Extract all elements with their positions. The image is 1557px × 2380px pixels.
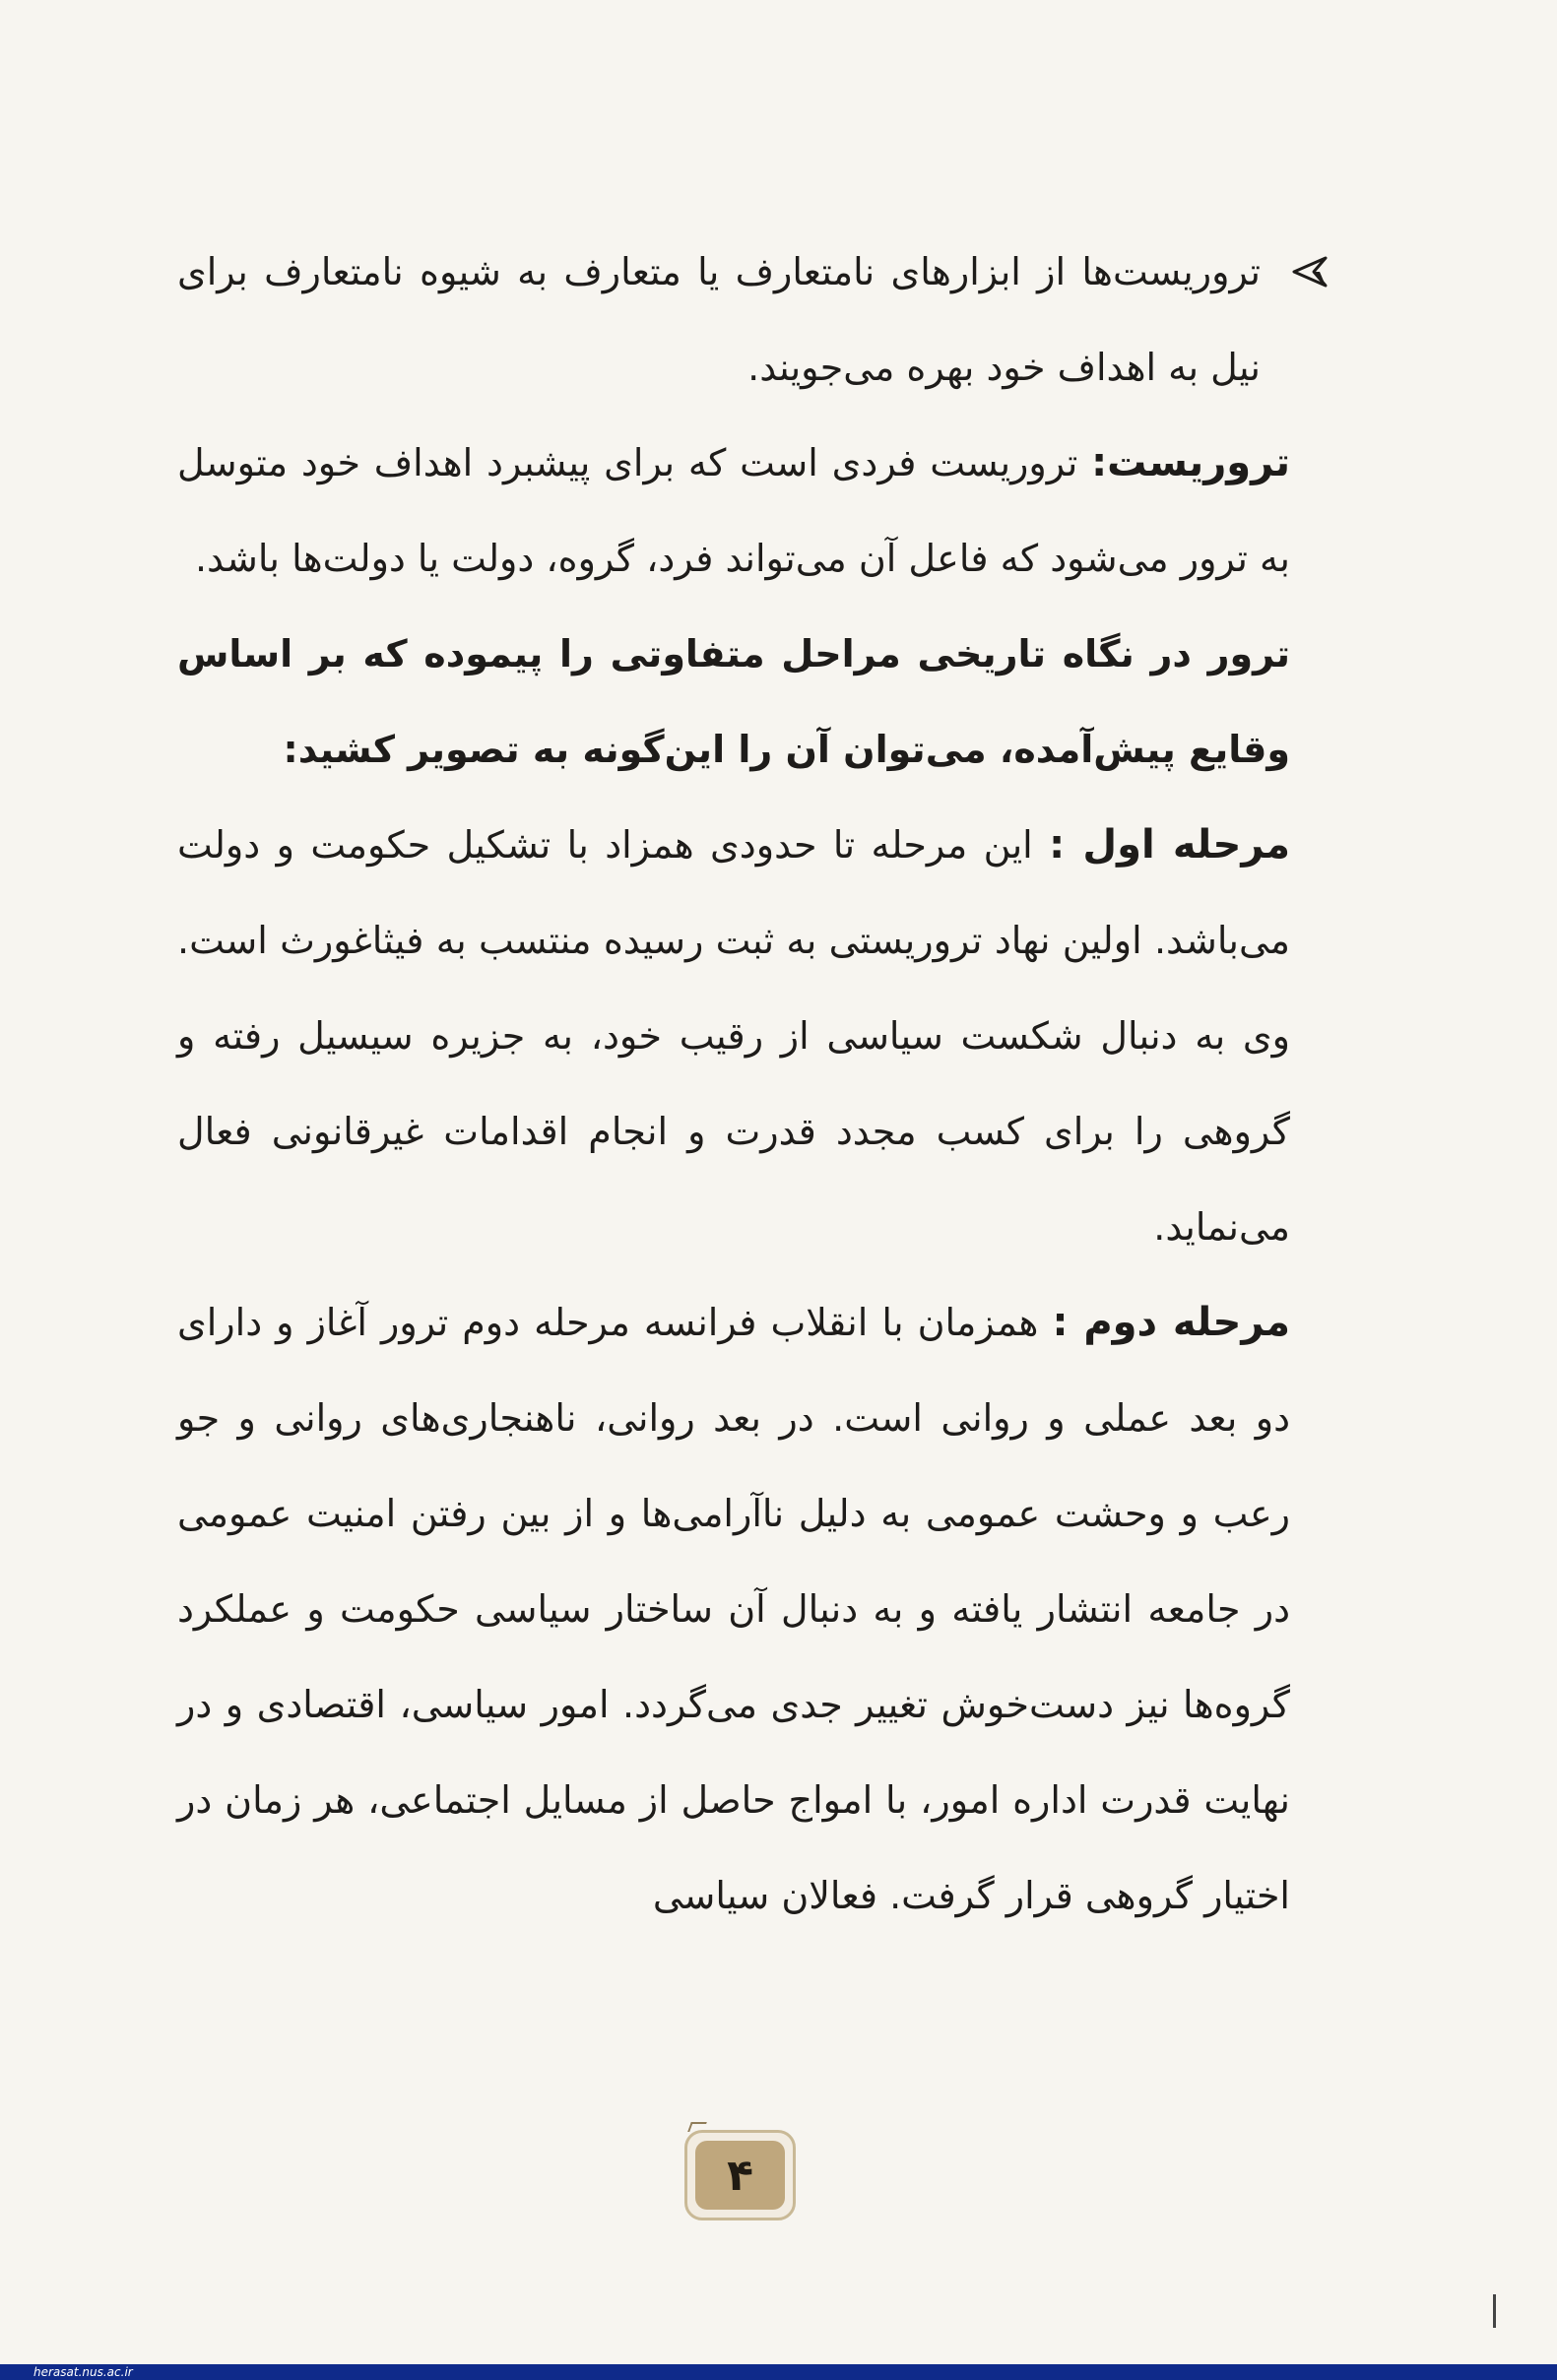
stage-two-text: همزمان با انقلاب فرانسه مرحله دوم ترور آغاز و دارای دو بعد عملی و روانی است. در بعد روانی، ناهنجاری‌های روانی و جو رعب و وحشت عمومی به دلیل ناآرامی‌ها و از بین رفتن امنیت عمومی در جامعه انتشار یافته و به دنبال آن ساختار سیاسی حکومت و عملکرد گروه‌ها نیز دست‌خوش تغییر جدی می‌گردد. امور سیاسی، اقتصادی و در نهایت قدرت اداره امور، با امواج حاصل از مسایل اجتماعی، هر زمان در اختیار گروهی قرار گرفت. فعالان سیاسی [177,1301,1290,1917]
bullet-paragraph [177,225,1339,416]
definition-term: تروریست: [1091,440,1290,485]
footer-bar [0,2364,1557,2380]
page-number-badge [684,2130,796,2220]
stage-two-title: مرحله دوم : [1052,1300,1290,1345]
bullet-text: تروریست‌ها از ابزارهای نامتعارف یا متعارف به شیوه نامتعارف برای نیل به اهداف خود بهره می‌جویند. [177,250,1261,389]
page-edge-mark [1493,2294,1496,2328]
arrowhead-bullet-icon [1290,252,1330,291]
definition-paragraph [177,416,1339,607]
stage-one-paragraph [177,798,1339,1275]
body-text [177,225,1339,1944]
page-number: ۴ [695,2141,785,2210]
stage-two-paragraph [177,1275,1339,1944]
intro-paragraph: ترور در نگاه تاریخی مراحل متفاوتی را پیموده که بر اساس وقایع پیش‌آمده، می‌توان آن را این‌گونه به تصویر کشید: [177,632,1290,771]
definition-text: تروریست فردی است که برای پیشبرد اهداف خود متوسل به ترور می‌شود که فاعل آن می‌تواند فرد، گروه، دولت یا دولت‌ها باشد. [177,441,1290,580]
stage-one-text: این مرحله تا حدودی همزاد با تشکیل حکومت و دولت می‌باشد. اولین نهاد تروریستی به ثبت رسیده منتسب به فیثاغورث است. وی به دنبال شکست سیاسی از رقیب خود، به جزیره سیسیل رفته و گروهی را برای کسب مجدد قدرت و انجام اقدامات غیرقانونی فعال می‌نماید. [177,823,1290,1249]
footer-url[interactable]: herasat.nus.ac.ir [33,2365,133,2379]
stage-one-title: مرحله اول : [1049,822,1290,868]
